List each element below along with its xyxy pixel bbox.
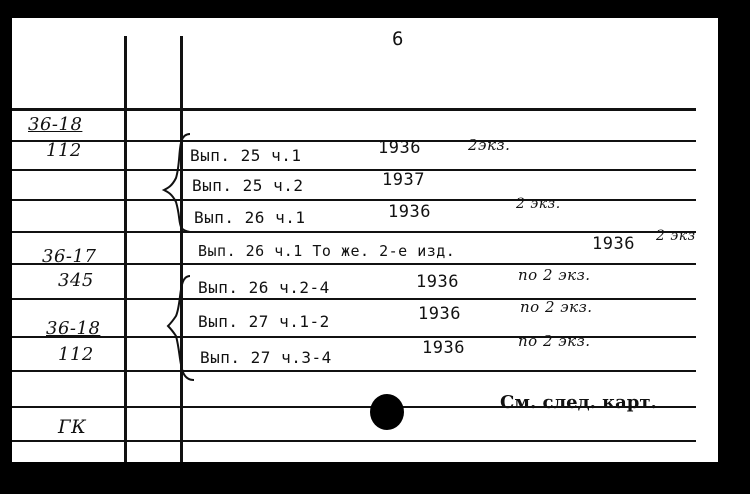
entry-note: 2 экз <box>656 228 696 244</box>
shelf-mark-code: 36-18 <box>46 318 101 339</box>
catalog-card <box>12 18 718 462</box>
entry-year: 1936 <box>422 338 465 358</box>
entry-note: 2экз. <box>468 136 511 154</box>
entry-year: 1936 <box>418 304 461 324</box>
shelf-mark-number: 112 <box>58 344 94 365</box>
shelf-mark-code: 36-18 <box>28 114 83 135</box>
entry-issue: Вып. 27 ч.3-4 <box>200 348 332 367</box>
shelf-mark-number: 345 <box>58 270 94 291</box>
entry-issue: Вып. 26 ч.1 То же. 2-е изд. <box>198 242 456 260</box>
bottom-mark: ГК <box>58 416 87 438</box>
entry-year: 1936 <box>378 138 421 158</box>
entry-year: 1936 <box>416 272 459 292</box>
continued-stamp: См. след. карт. <box>500 392 657 413</box>
entry-issue: Вып. 27 ч.1-2 <box>198 312 330 331</box>
brace-lower <box>168 276 194 380</box>
entry-year: 1936 <box>388 202 431 222</box>
entry-issue: Вып. 25 ч.1 <box>190 146 302 165</box>
entry-note: по 2 экз. <box>520 298 593 316</box>
entry-year: 1936 <box>592 234 635 254</box>
entry-note: по 2 экз. <box>518 266 591 284</box>
entry-issue: Вып. 25 ч.2 <box>192 176 304 195</box>
entry-issue: Вып. 26 ч.1 <box>194 208 306 227</box>
brace-upper <box>164 134 190 232</box>
shelf-mark-code: 36-17 <box>42 246 97 267</box>
entry-issue: Вып. 26 ч.2-4 <box>198 278 330 297</box>
shelf-mark-number: 112 <box>46 140 82 161</box>
entry-note: по 2 экз. <box>518 332 591 350</box>
entry-note: 2 экз. <box>516 196 561 212</box>
page-number: 6 <box>392 28 404 50</box>
brace-marks <box>12 18 718 462</box>
entry-year: 1937 <box>382 170 425 190</box>
